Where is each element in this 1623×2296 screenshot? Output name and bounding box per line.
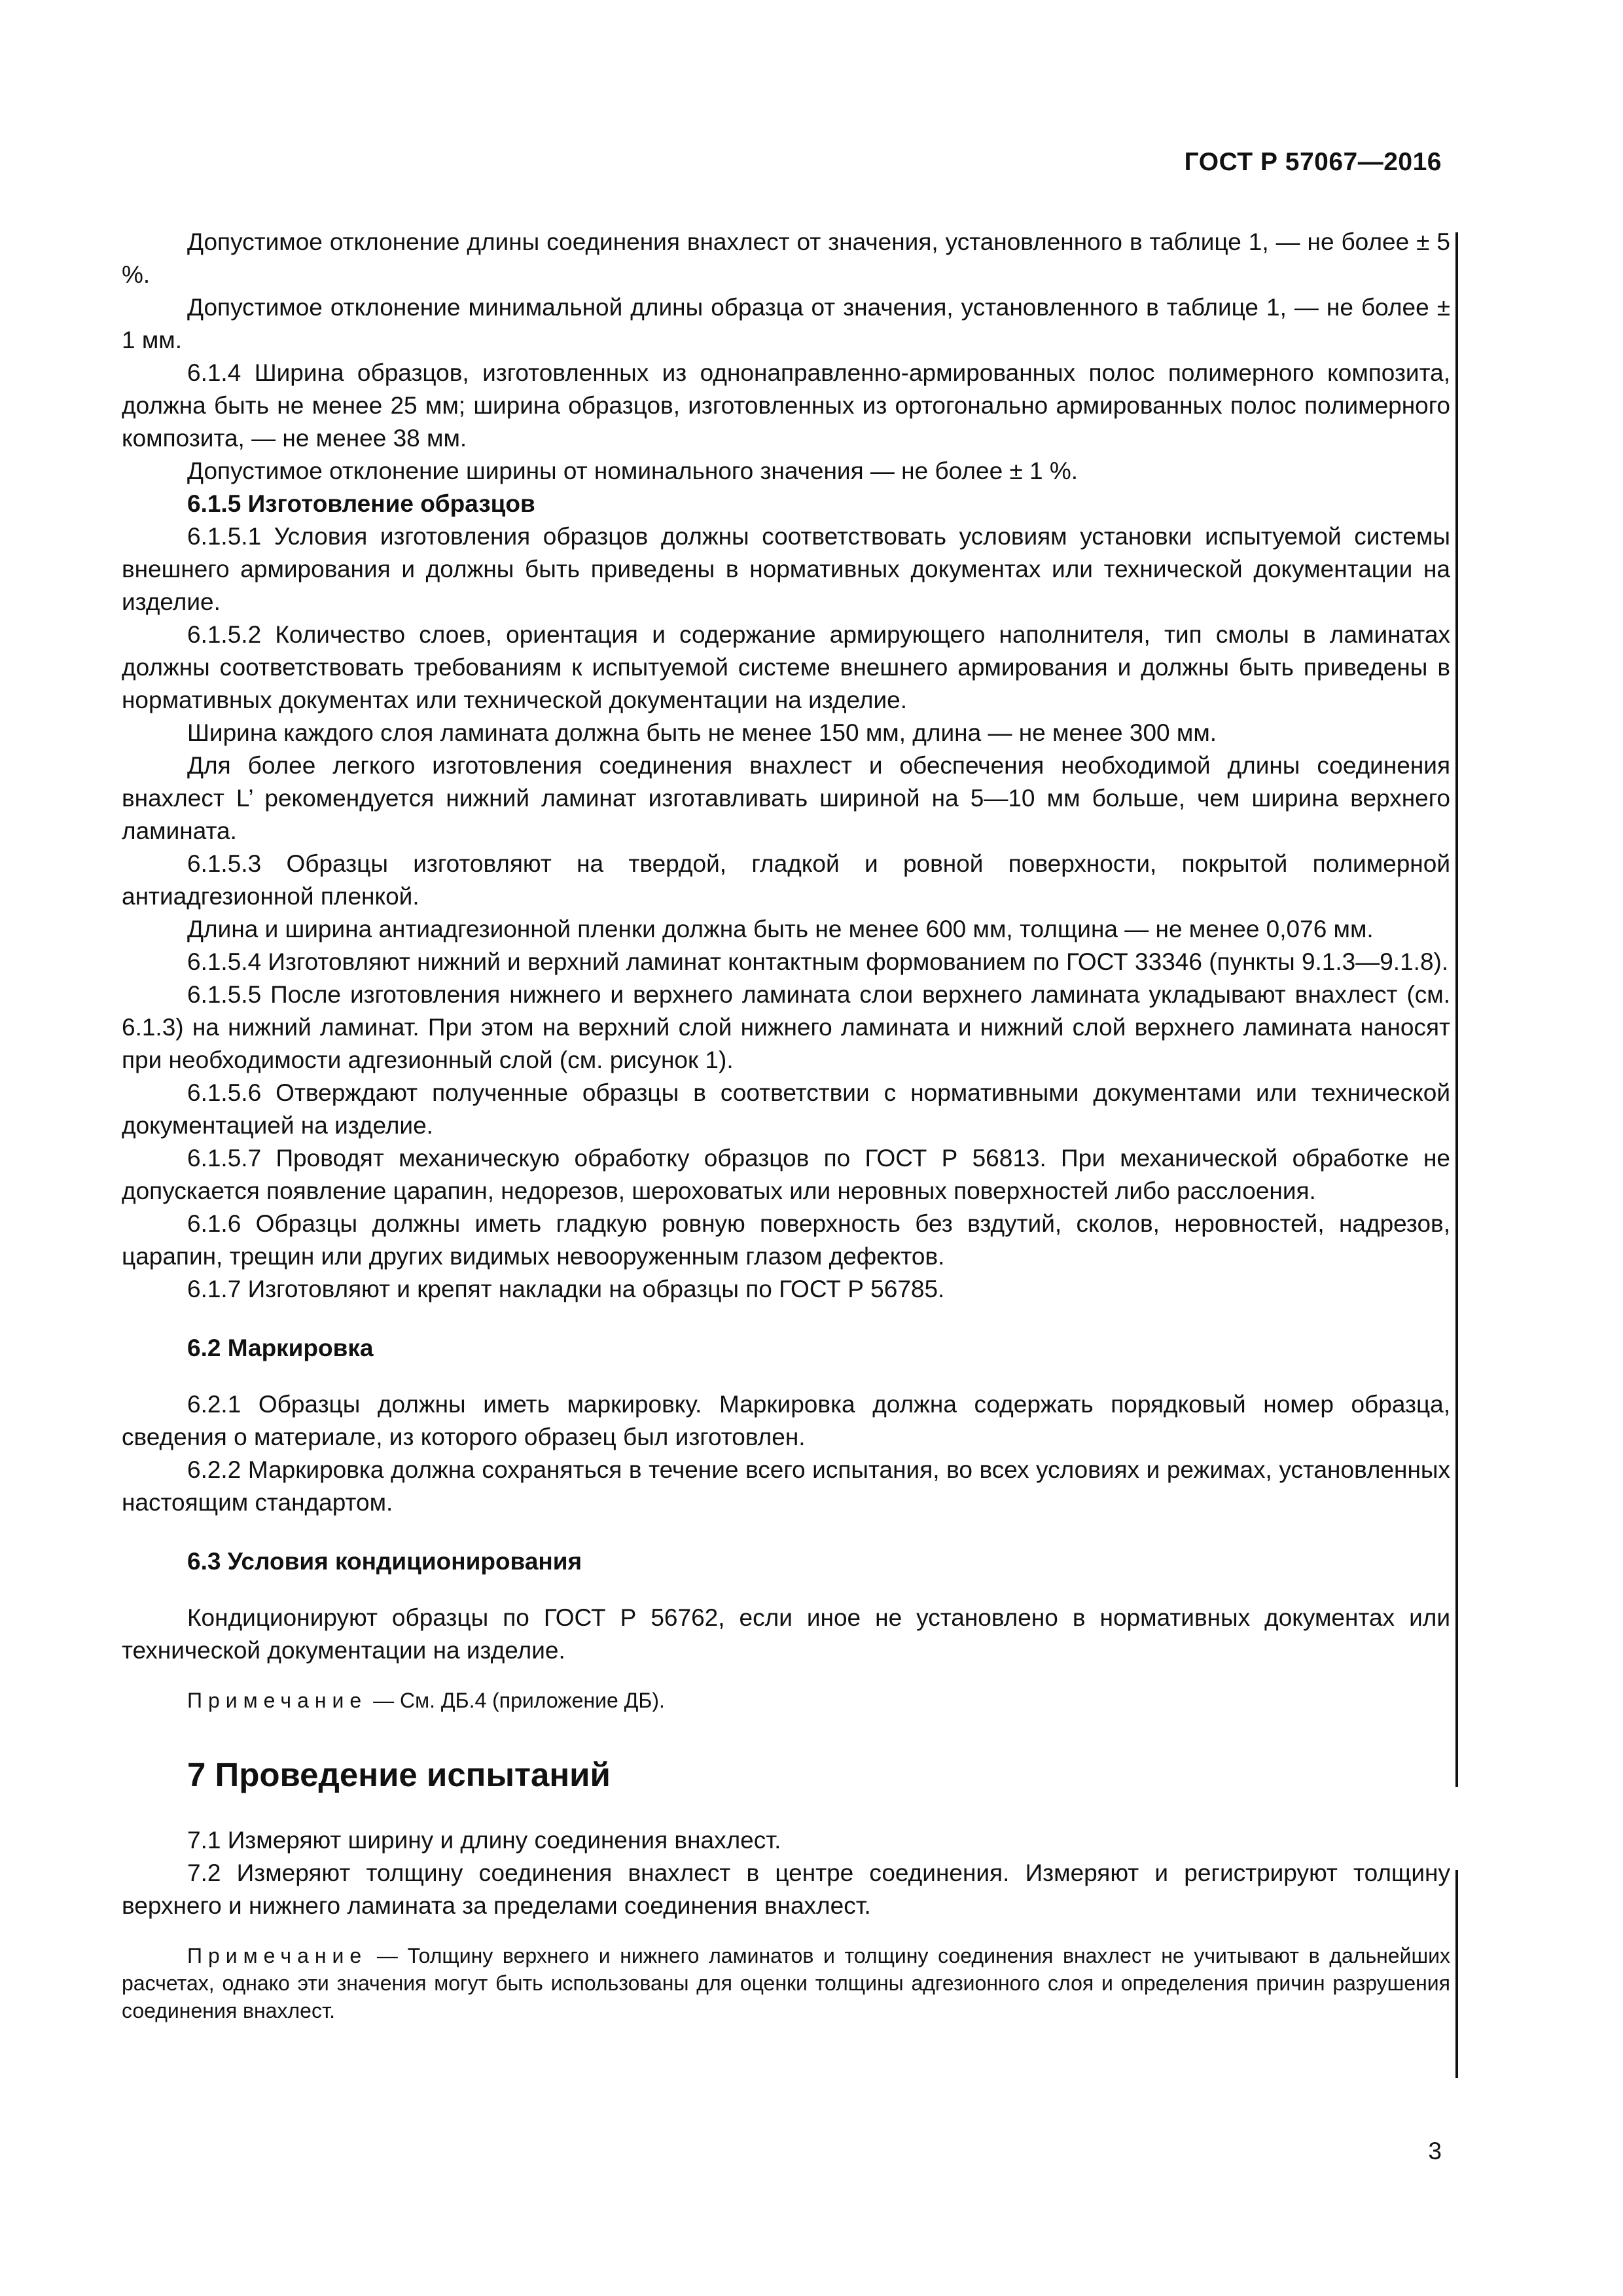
paragraph-6-1-5-5: 6.1.5.5 После изготовления нижнего и верхнего ламината слои верхнего ламината укладывают внахлест (см. 6.1.3) на нижний ламинат. При этом на верхний слой нижнего ламината и нижний слой верхнего ламината наносят при необходимости адгезионный слой (см. рисунок 1). [122,981,1450,1073]
note-text: — Толщину верхнего и нижнего ламинатов и толщину соединения внахлест не учитывают в дальнейших расчетах, однако эти значения могут быть использованы для оценки толщины адгезионного слоя и определения причин разрушения соединения внахлест. [122,1944,1450,2022]
change-bar-bottom [1455,1870,1458,2078]
paragraph-lower-laminate-width: Для более легкого изготовления соединения внахлест и обеспечения необходимой длины соединения внахлест L’ рекомендуется нижний ламинат изготавливать шириной на 5—10 мм больше, чем ширина верхнего ламината. [122,752,1450,844]
paragraph-conditioning: Кондиционируют образцы по ГОСТ Р 56762, если иное не установлено в нормативных документах или технической документации на изделие. [122,1604,1450,1664]
paragraph-6-1-5-7: 6.1.5.7 Проводят механическую обработку образцов по ГОСТ Р 56813. При механической обработке не допускается появление царапин, недорезов, шероховатых или неровных поверхностей либо расслоения. [122,1145,1450,1204]
note-label: Примечание [187,1944,368,1967]
paragraph-width-tolerance: Допустимое отклонение ширины от номинального значения — не более ± 1 %. [187,457,1079,484]
heading-6-3: 6.3 Условия кондиционирования [187,1548,582,1575]
paragraph-length-tolerance: Допустимое отклонение длины соединения внахлест от значения, установленного в таблице 1, — не более ± 5 %. [122,228,1450,288]
note-label: Примечание [187,1689,368,1712]
note-7-2 [122,1942,1450,2024]
paragraph-6-1-6: 6.1.6 Образцы должны иметь гладкую ровную поверхность без вздутий, сколов, неровностей, надрезов, царапин, трещин или других видимых невооруженным глазом дефектов. [122,1210,1450,1270]
paragraph-6-1-5-1: 6.1.5.1 Условия изготовления образцов должны соответствовать условиям установки испытуемой системы внешнего армирования и должны быть приведены в нормативных документах или технической документации на изделие. [122,523,1450,615]
paragraph-6-1-7: 6.1.7 Изготовляют и крепят накладки на образцы по ГОСТ Р 56785. [187,1276,945,1302]
paragraph-7-1: 7.1 Измеряют ширину и длину соединения внахлест. [187,1827,781,1854]
paragraph-6-2-2: 6.2.2 Маркировка должна сохраняться в течение всего испытания, во всех условиях и режимах, установленных настоящим стандартом. [122,1456,1450,1516]
paragraph-min-length-tolerance: Допустимое отклонение минимальной длины образца от значения, установленного в таблице 1, — не более ± 1 мм. [122,294,1450,353]
heading-6-1-5: 6.1.5 Изготовление образцов [187,490,535,517]
heading-chapter-7: 7 Проведение испытаний [187,1756,611,1793]
document-header-id: ГОСТ Р 57067—2016 [1184,148,1442,176]
paragraph-6-1-5-4: 6.1.5.4 Изготовляют нижний и верхний ламинат контактным формованием по ГОСТ 33346 (пункты 9.1.3—9.1.8). [187,948,1449,975]
heading-6-2: 6.2 Маркировка [187,1335,374,1361]
paragraph-6-1-5-2: 6.1.5.2 Количество слоев, ориентация и содержание армирующего наполнителя, тип смолы в ламинатах должны соответствовать требованиям к испытуемой системе внешнего армирования и должны быть приведены в нормативных документах или технической документации на изделие. [122,621,1450,713]
paragraph-laminate-size: Ширина каждого слоя ламината должна быть не менее 150 мм, длина — не менее 300 мм. [187,719,1217,746]
paragraph-7-2: 7.2 Измеряют толщину соединения внахлест в центре соединения. Измеряют и регистрируют толщину верхнего и нижнего ламината за пределами соединения внахлест. [122,1859,1450,1919]
paragraph-6-1-5-6: 6.1.5.6 Отверждают полученные образцы в соответствии с нормативными документами или технической документацией на изделие. [122,1079,1450,1139]
document-body [122,226,1450,2024]
paragraph-6-1-5-3: 6.1.5.3 Образцы изготовляют на твердой, гладкой и ровной поверхности, покрытой полимерной антиадгезионной пленкой. [122,850,1450,910]
note-text: — См. ДБ.4 (приложение ДБ). [367,1689,665,1712]
page-number: 3 [1428,2138,1442,2164]
note-6-3 [122,1687,1450,1714]
paragraph-6-1-4: 6.1.4 Ширина образцов, изготовленных из однонаправленно-армированных полос полимерного композита, должна быть не менее 25 мм; ширина образцов, изготовленных из ортогонально армированных полос полимерного композита, — не менее 38 мм. [122,359,1450,452]
paragraph-film-size: Длина и ширина антиадгезионной пленки должна быть не менее 600 мм, толщина — не менее 0,076 мм. [187,916,1374,942]
change-bar-top [1455,232,1458,1787]
paragraph-6-2-1: 6.2.1 Образцы должны иметь маркировку. Маркировка должна содержать порядковый номер образца, сведения о материале, из которого образец был изготовлен. [122,1391,1450,1450]
